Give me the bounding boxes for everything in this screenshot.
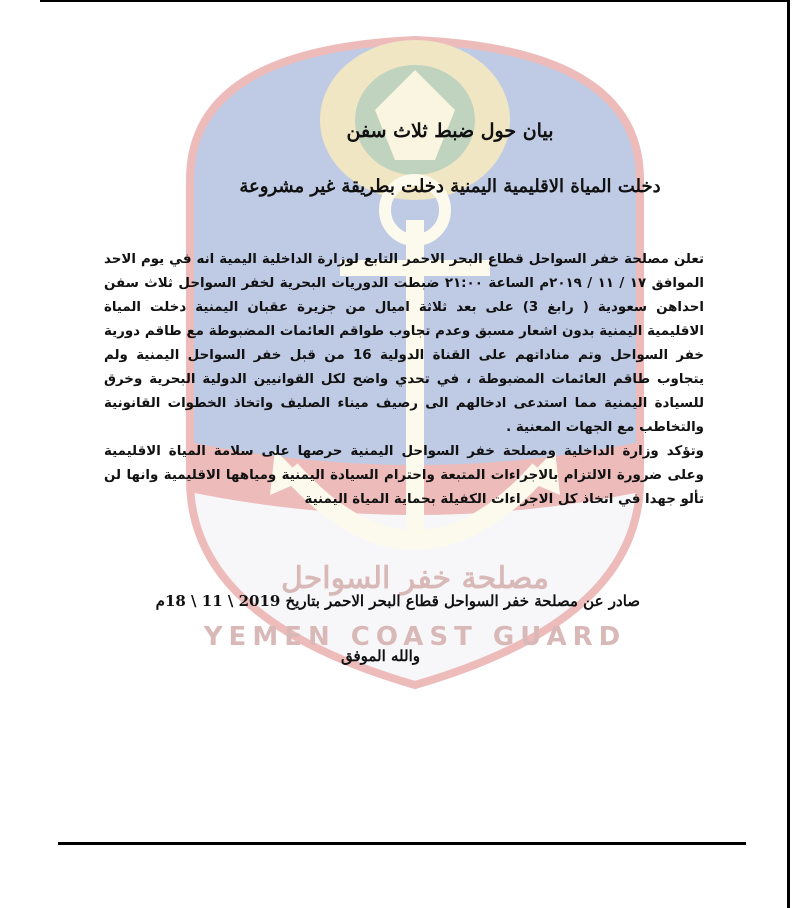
page-border-right [787,0,790,908]
signoff: والله الموفق [340,647,420,665]
issued-by-line: صادر عن مصلحة خفر السواحل قطاع البحر الاحمر بتاريخ 2019 \ 11 \ 18م [155,592,640,610]
statement-title: بيان حول ضبط ثلاث سفن [346,120,554,142]
paragraph-incident: تعلن مصلحة خفر السواحل قطاع البحر الاحمر التابع لوزارة الداخلية اليمية انه في يوم الاحد الموافق ١٧ / ١١ / ٢٠١٩م الساعة ٢١:٠٠ ضبطت الدوريات البحرية لخفر السواحل ثلاث سفن احداهن سعودية ( رابغ 3) على بعد ثلاثة اميال من جزيرة عقبان اليمنية دخلت المياة الاقليمية اليمنية بدون اشعار مسبق وعدم تجاوب طواقم العائمات المضبوطة مع طاقم دورية خفر السواحل وتم مناداتهم على القناة الدولية 16 من قبل خفر السواحل اليمنية ولم يتجاوب طاقم العائمات المضبوطة ، في تحدي واضح لكل القوانيين الدولية البحرية وخرق للسيادة اليمنية مما استدعى ادخالهم الى رصيف ميناء الصليف واتخاذ الخطوات القانونية والتخاطب مع الجهات المعنية . [104,252,704,435]
seal-arabic-text: مصلحة خفر السواحل [281,561,549,596]
footer-rule [58,842,746,845]
statement-body [104,248,704,512]
seal-english-text: YEMEN COAST GUARD [203,622,627,652]
page-border-top [40,0,790,2]
statement-subtitle: دخلت المياة الاقليمية اليمنية دخلت بطريقة غير مشروعة [239,176,661,197]
paragraph-ministry-affirmation: وتؤكد وزارة الداخلية ومصلحة خفر السواحل اليمنية حرصها على سلامة المياة الاقليمية وعلى ضرورة الالتزام بالاجراءات المتبعة واحترام السيادة اليمنية ومياهها الاقليمية وانها لن تألو جهدا في اتخاذ كل الاجراءات الكفيلة بحماية المياة اليمنية [104,444,704,507]
